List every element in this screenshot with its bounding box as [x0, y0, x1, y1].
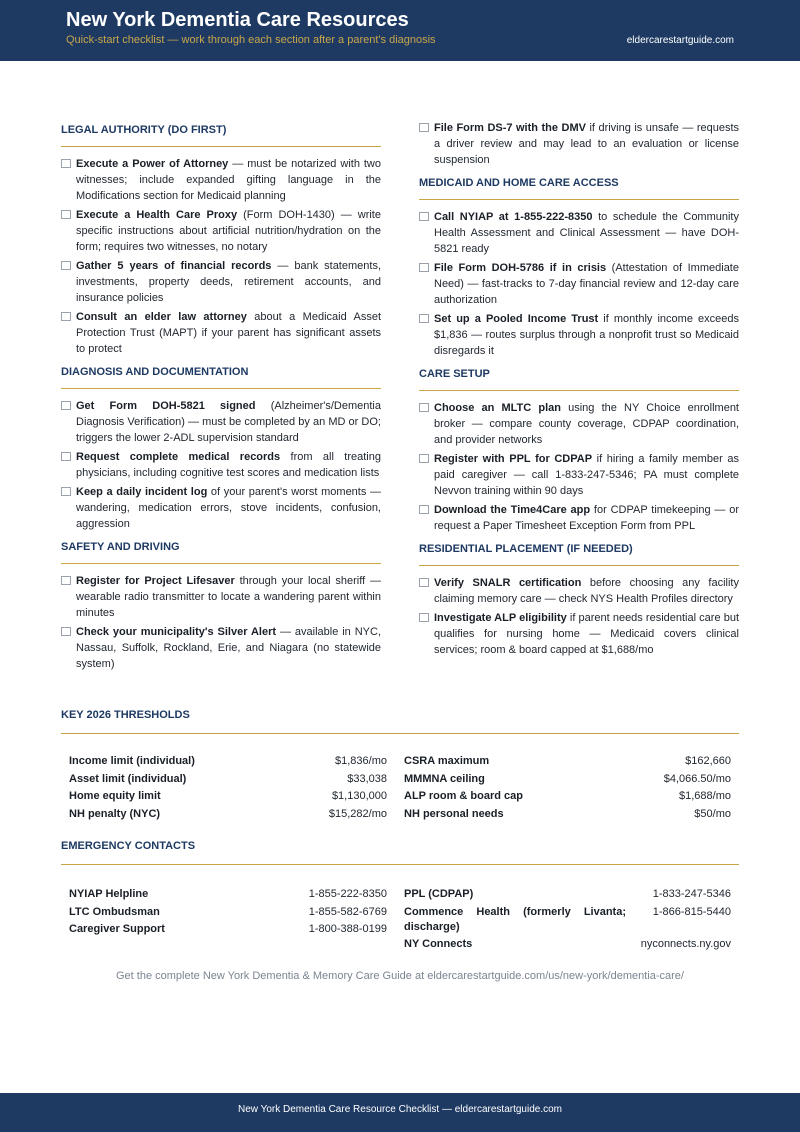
contact-label: NY Connects — [404, 938, 473, 950]
checklist-item — [419, 120, 739, 168]
checkbox[interactable] — [61, 261, 71, 270]
checkbox[interactable] — [61, 576, 71, 585]
checklist-item-text — [76, 258, 381, 306]
threshold-value: $1,688/mo — [679, 790, 731, 802]
threshold-row — [404, 754, 731, 769]
checklist-item-bold: Request complete medical records — [76, 451, 281, 463]
checkbox[interactable] — [61, 312, 71, 321]
checklist-item-text — [76, 484, 381, 532]
checklist-item-detail: — must be notarized with two witnesses; include expanded gifting language in the Modifications section for Medicaid planning — [76, 158, 381, 202]
contact-value: 1-800-388-0199 — [308, 923, 387, 935]
contact-label: Caregiver Support — [69, 923, 165, 935]
checklist-item-detail: if monthly income exceeds $1,836 — routes surplus through a nonprofit trust so Medicaid disregards it — [434, 313, 740, 357]
checklist-item — [61, 207, 381, 255]
checklist-item-text — [434, 400, 739, 448]
contact-row — [69, 922, 387, 937]
page-header — [0, 0, 800, 61]
checklist-item — [61, 573, 381, 621]
checklist-item-detail: — available in NYC, Nassau, Suffolk, Rockland, Erie, and Niagara (no statewide system) — [76, 626, 381, 670]
section-title: SAFETY AND DRIVING — [61, 537, 381, 564]
contacts-right-column — [404, 887, 731, 955]
threshold-value: $1,836/mo — [335, 755, 387, 767]
threshold-row — [404, 807, 731, 822]
checkbox[interactable] — [419, 123, 429, 132]
checklist-item-detail: (Attestation of Immediate Need) — fast-tracks to 7-day financial review and 12-day care authorization — [434, 262, 739, 306]
threshold-row — [69, 789, 387, 804]
checklist-item-bold: Choose an MLTC plan — [434, 402, 561, 414]
page-footer — [0, 1093, 800, 1132]
checklist-item-bold: Consult an elder law attorney — [76, 311, 247, 323]
checklist-item-text — [434, 610, 739, 658]
checkbox[interactable] — [419, 263, 429, 272]
threshold-label: Asset limit (individual) — [69, 772, 187, 785]
checklist-item-text — [76, 156, 381, 204]
checklist-item-text — [76, 624, 381, 672]
checklist-item — [61, 624, 381, 672]
checklist-item-text — [76, 207, 381, 255]
contact-row — [69, 887, 387, 902]
contacts-section — [61, 836, 739, 955]
checklist-item-detail: from all treating physicians, including cognitive test scores and medication lists — [76, 451, 381, 479]
checklist-item-text — [434, 209, 739, 257]
checklist-item — [419, 400, 739, 448]
checklist-item-bold: Register with PPL for CDPAP — [434, 453, 593, 465]
contact-value: nyconnects.ny.gov — [640, 938, 731, 950]
checklist-item — [419, 451, 739, 499]
checkbox[interactable] — [419, 578, 429, 587]
contact-row — [404, 905, 731, 935]
checklist-item-detail: — bank statements, investments, property deeds, retirement accounts, and insurance policies — [76, 260, 381, 304]
threshold-row — [404, 772, 731, 787]
checklist-item-detail: if parent needs residential care but qualifies for nursing home — Medicaid covers clinical services; room & board capped at $1,688/mo — [434, 612, 739, 656]
threshold-row — [69, 772, 387, 787]
threshold-value: $33,038 — [347, 772, 387, 785]
thresholds-left-column — [69, 754, 387, 824]
contact-row — [69, 905, 387, 920]
threshold-value: $1,130,000 — [331, 790, 387, 802]
threshold-label: Income limit (individual) — [69, 755, 195, 767]
checklist-item-bold: Gather 5 years of financial records — [76, 260, 272, 272]
threshold-label: NH penalty (NYC) — [69, 807, 161, 820]
contact-value: 1-855-222-8350 — [308, 888, 387, 900]
checklist-item-detail: for CDPAP timekeeping — or request a Paper Timesheet Exception Form from PPL — [434, 504, 739, 532]
checklist-item — [61, 398, 381, 446]
checklist-item-detail: (Alzheimer's/Dementia Diagnosis Verification) — must be completed by an MD or DO; triggers the lower 2-ADL supervision standard — [76, 400, 381, 444]
checklist-item-bold: Check your municipality's Silver Alert — [76, 626, 277, 638]
checkbox[interactable] — [61, 452, 71, 461]
checklist-item — [61, 258, 381, 306]
checklist-item-detail: through your local sheriff — wearable radio transmitter to locate a wandering parent within minutes — [76, 575, 381, 619]
checklist-item-bold: Execute a Power of Attorney — [76, 158, 229, 170]
checklist-item-bold: Execute a Health Care Proxy — [76, 209, 238, 221]
contacts-title: EMERGENCY CONTACTS — [61, 836, 739, 865]
section-title: RESIDENTIAL PLACEMENT (IF NEEDED) — [419, 539, 739, 566]
contact-value: 1-855-582-6769 — [308, 905, 387, 918]
checklist-item — [419, 260, 739, 308]
checklist-item-text — [434, 575, 739, 607]
checklist-item — [419, 610, 739, 658]
checklist-item-detail: to schedule the Community Health Assessment and Clinical Assessment — have DOH-5821 ready — [434, 211, 739, 255]
threshold-value: $50/mo — [694, 807, 731, 820]
thresholds-title: KEY 2026 THRESHOLDS — [61, 705, 739, 734]
contact-row — [404, 887, 731, 902]
threshold-row — [404, 789, 731, 804]
threshold-row — [69, 807, 387, 822]
checkbox[interactable] — [61, 627, 71, 636]
checklist-item — [61, 309, 381, 357]
checklist-item — [419, 311, 739, 359]
checklist-item — [419, 209, 739, 257]
checklist-item-text — [76, 573, 381, 621]
checkbox[interactable] — [61, 159, 71, 168]
contact-value: 1-833-247-5346 — [652, 888, 731, 900]
threshold-label: ALP room & board cap — [404, 790, 523, 802]
threshold-value: $15,282/mo — [328, 807, 387, 820]
checklist-item-text — [76, 398, 381, 446]
checklist-item-bold: Download the Time4Care app — [434, 504, 591, 516]
threshold-label: MMMNA ceiling — [404, 772, 485, 785]
threshold-label: Home equity limit — [69, 790, 161, 802]
checklist-item-text — [434, 502, 739, 534]
checkbox[interactable] — [419, 314, 429, 323]
threshold-label: NH personal needs — [404, 807, 504, 820]
checklist-item-bold: Verify SNALR certification — [434, 577, 582, 589]
checklist-item-text — [76, 449, 381, 481]
contacts-left-column — [69, 887, 387, 955]
checklist-item-detail: before choosing any facility claiming memory care — check NYS Health Profiles directory — [434, 577, 739, 605]
checklist-item-text — [434, 451, 739, 499]
checklist-item-text — [76, 309, 381, 357]
header-site-url: eldercarestartguide.com — [626, 35, 734, 46]
contact-label: PPL (CDPAP) — [404, 888, 474, 900]
contact-row — [404, 937, 731, 952]
checklist-item-detail: about a Medicaid Asset Protection Trust (MAPT) if your parent has significant assets to protect — [76, 311, 381, 355]
checklist-item-text — [434, 260, 739, 308]
checklist-item-detail: if driving is unsafe — requests a driver review and may lead to an evaluation or license suspension — [434, 122, 740, 166]
footer-text: New York Dementia Care Resource Checklist — eldercarestartguide.com — [237, 1104, 563, 1115]
checklist-item-detail: if hiring a family member as paid caregiver — call 1-833-247-5346; PA must complete Nevvon training within 90 days — [434, 453, 739, 497]
checklist-item — [61, 484, 381, 532]
checklist-item-bold: File Form DS-7 with the DMV — [434, 122, 586, 134]
checklist-item-bold: Set up a Pooled Income Trust — [434, 313, 599, 325]
checklist-item-detail: of your parent's worst moments — wandering, medication errors, stove incidents, confusion, aggression — [76, 486, 381, 530]
contact-label: Commence Health (formerly Livanta; discharge) — [404, 905, 626, 933]
checklist-item-detail: using the NY Choice enrollment broker — compare county coverage, CDPAP coordination, and provider networks — [434, 402, 739, 446]
section-title: CARE SETUP — [419, 364, 739, 391]
checklist-item — [61, 156, 381, 204]
checklist-item — [61, 449, 381, 481]
checkbox[interactable] — [419, 454, 429, 463]
section-title: DIAGNOSIS AND DOCUMENTATION — [61, 362, 381, 389]
thresholds-right-column — [404, 754, 731, 824]
checklist-item-bold: Register for Project Lifesaver — [76, 575, 235, 587]
checklist-item-text — [434, 311, 739, 359]
checklist-item-bold: Call NYIAP at 1-855-222-8350 — [434, 211, 593, 223]
guide-link[interactable]: Get the complete New York Dementia & Memory Care Guide at eldercarestartguide.com/us/new-york/dementia-care/ — [116, 970, 684, 982]
threshold-value: $4,066.50/mo — [663, 772, 731, 785]
threshold-value: $162,660 — [685, 755, 731, 767]
checkbox[interactable] — [61, 210, 71, 219]
contact-value: 1-866-815-5440 — [652, 905, 731, 918]
checklist-item-bold: Get Form DOH-5821 signed — [76, 400, 256, 412]
checkbox[interactable] — [61, 401, 71, 410]
checklist-item — [419, 575, 739, 607]
checklist-item-text — [434, 120, 739, 168]
checklist-item-bold: Investigate ALP eligibility — [434, 612, 567, 624]
section-title: LEGAL AUTHORITY (DO FIRST) — [61, 120, 381, 147]
thresholds-section — [61, 705, 739, 824]
checkbox[interactable] — [419, 505, 429, 514]
section-spacer — [419, 661, 739, 663]
checklist-item — [419, 502, 739, 534]
contact-label: LTC Ombudsman — [69, 905, 160, 918]
checkbox[interactable] — [419, 403, 429, 412]
threshold-row — [69, 754, 387, 769]
checklist-item-detail: (Form DOH-1430) — write specific instructions about artificial nutrition/hydration on the form; requires two witnesses, no notary — [76, 209, 381, 253]
page-title: New York Dementia Care Resources — [66, 9, 409, 31]
checklist-item-bold: File Form DOH-5786 if in crisis — [434, 262, 607, 274]
page-subtitle: Quick-start checklist — work through each section after a parent's diagnosis — [66, 34, 436, 46]
checkbox[interactable] — [61, 487, 71, 496]
section-title: MEDICAID AND HOME CARE ACCESS — [419, 173, 739, 200]
checklist-columns — [61, 120, 739, 692]
checkbox[interactable] — [419, 212, 429, 221]
checklist-item-bold: Keep a daily incident log — [76, 486, 208, 498]
contact-label: NYIAP Helpline — [69, 888, 149, 900]
checkbox[interactable] — [419, 613, 429, 622]
threshold-label: CSRA maximum — [404, 755, 490, 767]
